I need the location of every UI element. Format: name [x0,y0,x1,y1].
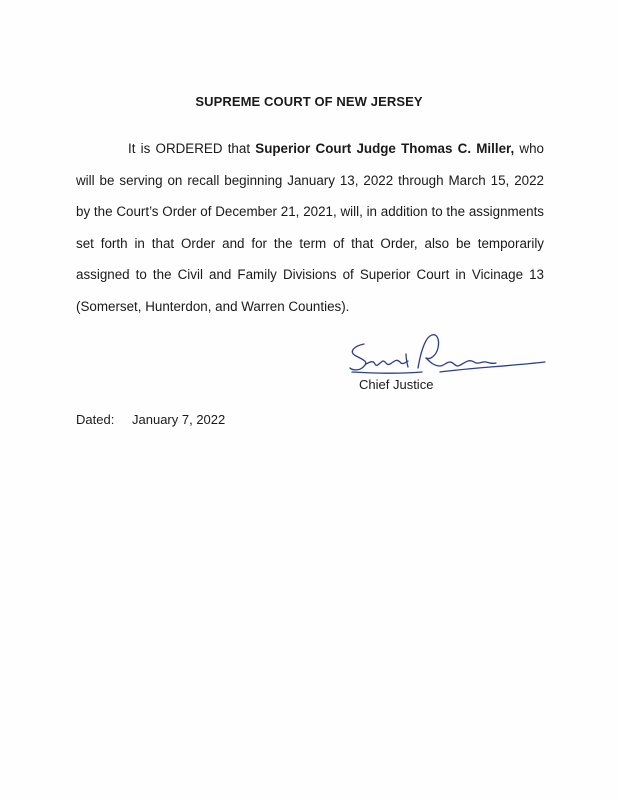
dated-line [76,412,225,427]
handwritten-signature [340,328,550,378]
order-lead-text: It is ORDERED that [128,141,256,156]
order-paragraph [76,133,544,323]
judge-name: Superior Court Judge Thomas C. Miller, [255,141,515,156]
signer-title: Chief Justice [359,377,434,392]
dated-label: Dated: [76,412,115,427]
court-heading: SUPREME COURT OF NEW JERSEY [195,94,423,109]
order-body-text: who will be serving on recall beginning January 13, 2022 through March 15, 2022 by the Court’s Order of December 21, 2021, will, in addition to the assignments set forth in that Order and for the term of that Order, also be temporarily assigned to the Civil and Family Divisions of Superior Court in Vicinage 13 (Somerset, Hunterdon, and Warren Counties). [76,141,544,314]
dated-value: January 7, 2022 [132,412,226,427]
